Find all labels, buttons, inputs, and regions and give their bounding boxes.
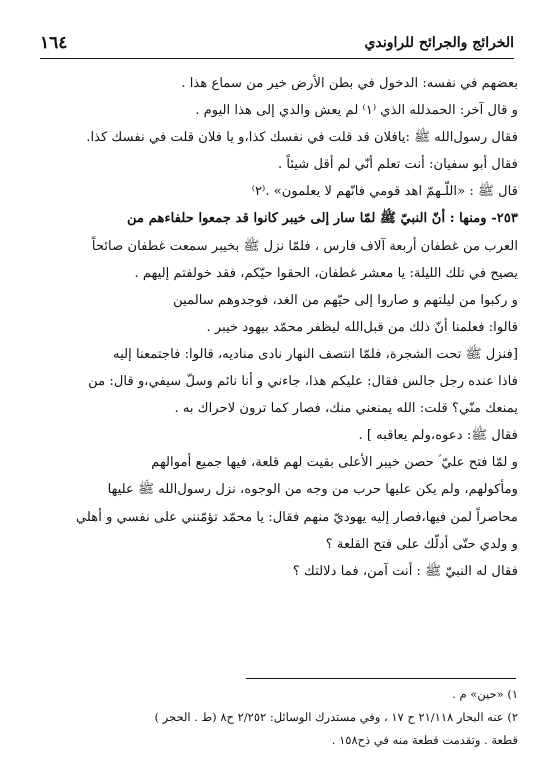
footnote: ١) «حين» م . (452, 687, 518, 701)
text-line: محاصراً لمن فيها،فصار إليه يهوديّ منهم فقال: يا محمّد تؤمّنني على نفسي و أهلي (75, 509, 518, 525)
book-title: الخرائج والجرائح للراوندي (364, 35, 514, 51)
text-line: يصيح في تلك الليلة: يا معشر غطفان، الحقوا حيّكم، فقد خولفتم إليهم . (134, 265, 518, 281)
footnote-rule (246, 678, 516, 679)
footnotes (36, 683, 518, 752)
footnote: قطعة . وتقدمت قطعة منه في ذح١٥٨ . (331, 733, 518, 747)
body-text (36, 70, 518, 585)
text-line: بعضهم في نفسه: الدخول في بطن الأرض خير من سماع هذا . (181, 76, 518, 91)
running-header (40, 30, 514, 56)
text-line: فقال ﷺ: دعوه،ولم يعاقبه ] . (358, 428, 518, 444)
text-line: يمنعك منّي؟ قلت: الله يمنعني منك، فصار كما ترون لاحراك به . (174, 401, 518, 417)
footnote: ٢) عنه البحار ٢١/١١٨ ح ١٧ ، وفي مستدرك الوسائل: ٢/٢٥٢ ح٨ (ط . الحجر ) (154, 710, 518, 724)
text-line: و ركبوا من ليلتهم و صاروا إلى حيّهم من الغد، فوجدوهم سالمين (173, 292, 518, 308)
text-line: و ولدي حتّى أدلّك على فتح القلعة ؟ (325, 536, 518, 552)
text-line: العرب من غطفان أربعة آلاف فارس ، فلمّا نزل ﷺ بخيبر سمعت غطفان صائحاً (91, 238, 518, 254)
text-line: قال ﷺ : «اللّـهمّ اهد قومي فانّهم لا يعلمون» .⁽٢⁾ (251, 184, 518, 200)
text-line: [فنزل ﷺ تحت الشجرة، فلمّا انتصف النهار نادى مناديه، قالوا: فاجتمعنا إليه (113, 346, 518, 362)
header-rule (40, 58, 514, 59)
text-line: و لمّا فتح عليّ ؑ حصن خيبر الأعلى بقيت لهم قلعة، فيها جميع أموالهم (151, 455, 518, 471)
text-line: ومأكولهم، ولم يكن عليها حرب من وجه من الوجوه، نزل رسول‌الله ﷺ عليها (107, 482, 518, 498)
text-line-section-start: ٢٥٣- ومنها : أنّ النبيّ ﷺ لمّا سار إلى خيبر كانوا قد جمعوا حلفاءهم من (127, 211, 518, 227)
text-line: فقال أبو سفيان: أنت تعلم أنّي لم أقل شيئاً . (277, 157, 518, 173)
text-line: قالوا: فعلمنا أنّ ذلك من قبل‌الله ليظفر محمّد بيهود خيبر . (206, 319, 518, 335)
text-line: فاذا عنده رجل جالس فقال: عليكم هذا، جاءني و أنا نائم وسلّ سيفي،و قال: من (88, 374, 518, 390)
text-line: و قال آخر: الحمدلله الذي ⁽١⁾ لم يعش والدي إلى هذا اليوم . (195, 103, 518, 119)
page-number: ١٦٤ (40, 33, 68, 53)
text-line: فقال رسول‌الله ﷺ :يافلان قد قلت في نفسك كذا،و يا فلان قلت في نفسك كذا. (86, 130, 518, 146)
text-line: فقال له النبيّ ﷺ : أنت آمن، فما دلالتك ؟ (292, 563, 518, 579)
